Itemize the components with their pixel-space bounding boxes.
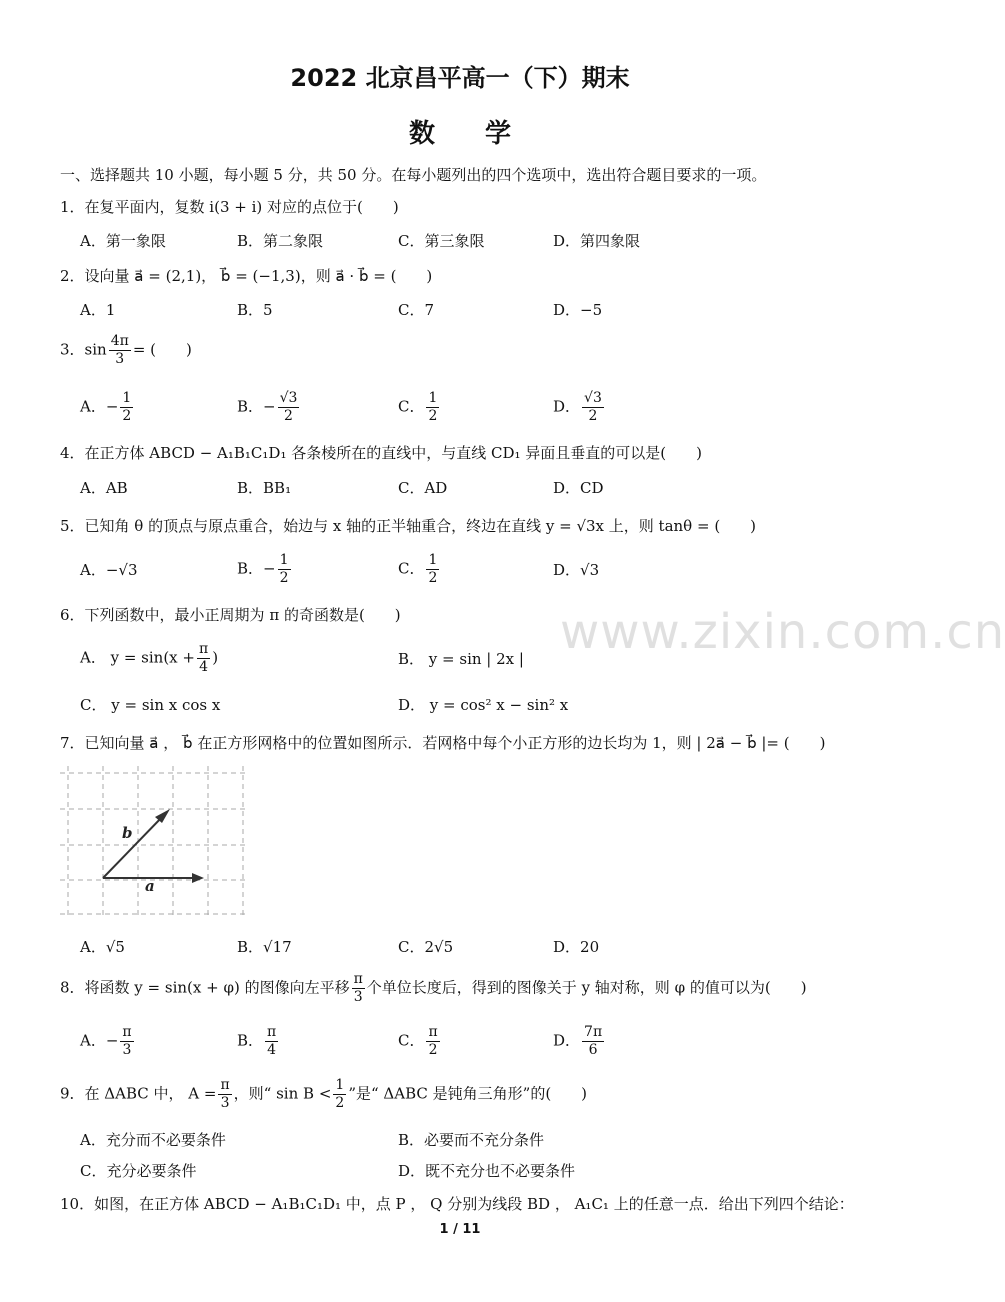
q1-option-c: C．第三象限 bbox=[398, 232, 485, 250]
subject-heading: 数学 bbox=[408, 119, 561, 149]
question-6-stem: 6．下列函数中，最小正周期为 π 的奇函数是( ) bbox=[60, 606, 401, 624]
q7-option-c: C．2√5 bbox=[398, 938, 454, 956]
q3-prefix: 3．sin bbox=[60, 340, 107, 359]
question-4-stem: 4．在正方体 ABCD − A₁B₁C₁D₁ 各条棱所在的直线中，与直线 CD₁ 异面且垂直的可以是( ) bbox=[60, 444, 702, 462]
q8-option-d: D． $\frac{7\pi}{6}$ bbox=[553, 1024, 603, 1058]
vector-b-label: b bbox=[122, 824, 133, 842]
q4-option-b: B．BB₁ bbox=[237, 479, 292, 497]
q3-suffix: = ( ) bbox=[132, 340, 192, 359]
q1-option-d: D．第四象限 bbox=[553, 232, 641, 250]
question-2-stem: 2．设向量 a⃗ = (2,1)， b⃗ = (−1,3)，则 a⃗ · b⃗ = ( ) bbox=[60, 267, 433, 285]
q3-num: 4π bbox=[110, 333, 129, 349]
page-number: 1 / 11 bbox=[439, 1222, 481, 1237]
q5-option-b: B．− $\frac{1}{2}$ bbox=[237, 552, 289, 586]
q9-option-c: C．充分必要条件 bbox=[80, 1162, 197, 1180]
q8-option-c: C． $\frac{\pi}{2}$ bbox=[398, 1024, 438, 1058]
q6-option-b: B． y = sin | 2x | bbox=[398, 650, 524, 668]
q9-option-d: D．既不充分也不必要条件 bbox=[398, 1162, 576, 1180]
q3-option-a: A．− $\frac{1}{2}$ bbox=[80, 390, 132, 424]
q2-option-d: D．−5 bbox=[553, 301, 603, 319]
question-5-stem: 5．已知角 θ 的顶点与原点重合，始边与 x 轴的正半轴重合，终边在直线 y = √3x 上，则 tanθ = ( ) bbox=[60, 517, 757, 535]
q2-option-c: C．7 bbox=[398, 301, 435, 319]
vector-b-arrow bbox=[103, 815, 164, 878]
q8-option-b: B． $\frac{\pi}{4}$ bbox=[237, 1024, 277, 1058]
q1-option-a: A．第一象限 bbox=[80, 232, 166, 250]
vector-a-label: a bbox=[145, 877, 155, 895]
q3-den: 3 bbox=[115, 351, 125, 367]
q1-option-b: B．第二象限 bbox=[237, 232, 324, 250]
question-7-stem: 7．已知向量 a⃗ ， b⃗ 在正方形网格中的位置如图所示．若网格中每个小正方形的边长均为 1，则 | 2a⃗ − b⃗ |= ( ) bbox=[60, 734, 826, 752]
q4-option-d: D．CD bbox=[553, 479, 604, 497]
q6-option-d: D． y = cos² x − sin² x bbox=[398, 696, 569, 714]
q7-option-b: B．√17 bbox=[237, 938, 292, 956]
page-title: 2022 北京昌平高一（下）期末 bbox=[290, 64, 630, 92]
section-instructions: 一、选择题共 10 小题，每小题 5 分，共 50 分。在每小题列出的四个选项中，选出符合题目要求的一项。 bbox=[60, 166, 767, 184]
q9-option-b: B．必要而不充分条件 bbox=[398, 1131, 545, 1149]
q9-option-a: A．充分而不必要条件 bbox=[80, 1131, 226, 1149]
question-3-stem bbox=[60, 333, 192, 368]
q2-option-b: B．5 bbox=[237, 301, 273, 319]
watermark: www.zixin.com.cn bbox=[560, 604, 1005, 660]
q5-option-d: D．√3 bbox=[553, 561, 600, 579]
q6-option-a: A． y = sin(x + $\frac{\pi}{4}$ ) bbox=[80, 641, 219, 675]
question-9-stem: 9．在 ΔABC 中， A = $\frac{\pi}{3}$ ，则“ sin B < $\frac{1}{2}$ ”是“ ΔABC 是钝角三角形”的( ) bbox=[60, 1077, 588, 1111]
q4-option-a: A．AB bbox=[80, 479, 128, 497]
q4-option-c: C．AD bbox=[398, 479, 448, 497]
question-10-stem: 10．如图，在正方体 ABCD − A₁B₁C₁D₁ 中，点 P ， Q 分别为线段 BD ， A₁C₁ 上的任意一点．给出下列四个结论： bbox=[60, 1195, 854, 1213]
q3-fraction bbox=[109, 333, 131, 368]
q5-option-a: A．−√3 bbox=[80, 561, 138, 579]
q3-option-b: B．− $\frac{√3}{2}$ bbox=[237, 390, 298, 424]
q5-option-c: C． $\frac{1}{2}$ bbox=[398, 552, 438, 586]
question-1-stem: 1．在复平面内，复数 i(3 + i) 对应的点位于( ) bbox=[60, 198, 399, 216]
vector-grid-figure bbox=[60, 766, 250, 918]
question-8-stem: 8．将函数 y = sin(x + φ) 的图像向左平移 $\frac{\pi}{3}$ 个单位长度后，得到的图像关于 y 轴对称，则 φ 的值可以为( ) bbox=[60, 971, 807, 1005]
q3-option-c: C． $\frac{1}{2}$ bbox=[398, 390, 438, 424]
q2-option-a: A．1 bbox=[80, 301, 116, 319]
q7-option-d: D．20 bbox=[553, 938, 600, 956]
q7-option-a: A．√5 bbox=[80, 938, 125, 956]
q8-option-a: A．− $\frac{\pi}{3}$ bbox=[80, 1024, 132, 1058]
q3-option-d: D． $\frac{√3}{2}$ bbox=[553, 390, 602, 424]
q6-option-c: C． y = sin x cos x bbox=[80, 696, 221, 714]
